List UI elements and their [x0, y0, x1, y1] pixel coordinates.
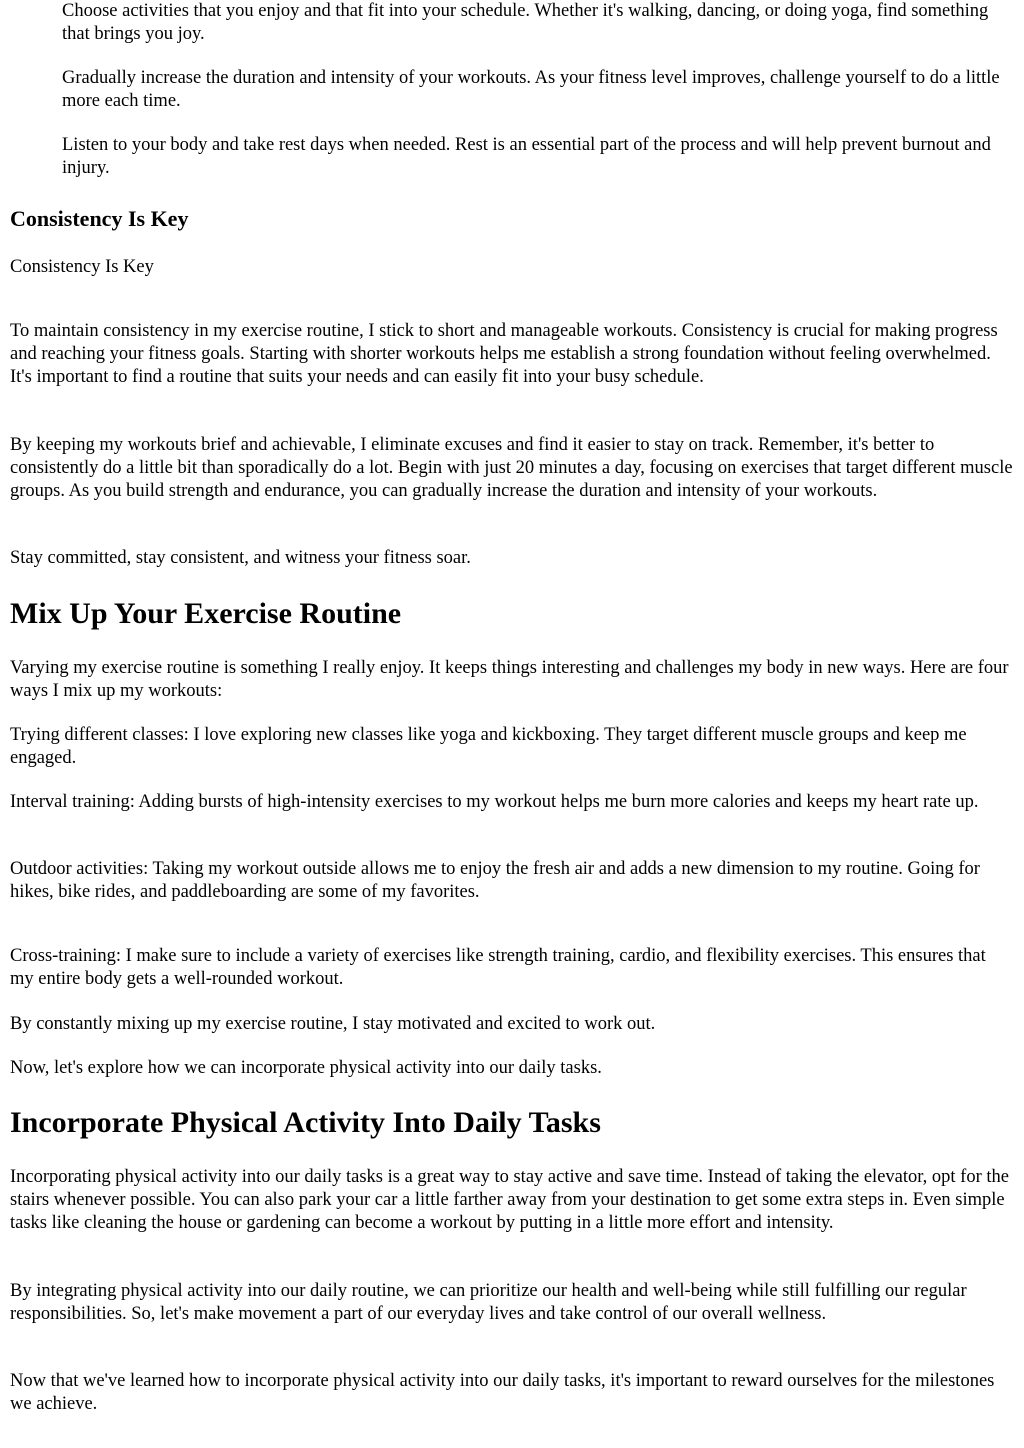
paragraph: Trying different classes: I love exploring new classes like yoga and kickboxing. They target different muscle groups and keep me engaged. — [10, 725, 967, 768]
paragraph: By keeping my workouts brief and achievable, I eliminate excuses and find it easier to stay on track. Remember, it's better to consistently do a little bit than sporadically do a lot. Begin with just 20 minutes a day, focusing on exercises that target different muscle groups. As you build strength and endurance, you can gradually increase the duration and intensity of your workouts. — [10, 435, 1013, 501]
paragraph: Outdoor activities: Taking my workout outside allows me to enjoy the fresh air and adds a new dimension to my routine. Going for hikes, bike rides, and paddleboarding are some of my favorites. — [10, 859, 980, 902]
paragraph: Stay committed, stay consistent, and witness your fitness soar. — [10, 548, 471, 568]
paragraph: Now that we've learned how to incorporate physical activity into our daily tasks, it's important to reward ourselves for the milestones we achieve. — [10, 1371, 995, 1414]
paragraph: By constantly mixing up my exercise routine, I stay motivated and excited to work out. — [10, 1014, 656, 1034]
paragraph: By integrating physical activity into our daily routine, we can prioritize our health and well-being while still fulfilling our regular responsibilities. So, let's make movement a part of our everyday lives and take control of our overall wellness. — [10, 1281, 967, 1324]
consistency-heading: Consistency Is Key — [10, 206, 189, 231]
list-item: Choose activities that you enjoy and that fit into your schedule. Whether it's walking, dancing, or doing yoga, find something that brings you joy. — [62, 1, 989, 44]
section-heading-daily-tasks: Incorporate Physical Activity Into Daily Tasks — [10, 1106, 601, 1139]
paragraph: Interval training: Adding bursts of high-intensity exercises to my workout helps me burn more calories and keeps my heart rate up. — [10, 792, 979, 812]
consistency-subtitle: Consistency Is Key — [10, 257, 154, 277]
paragraph: Varying my exercise routine is something I really enjoy. It keeps things interesting and challenges my body in new ways. Here are four ways I mix up my workouts: — [10, 658, 1009, 701]
list-item: Listen to your body and take rest days when needed. Rest is an essential part of the process and will help prevent burnout and injury. — [62, 135, 991, 178]
paragraph: Incorporating physical activity into our daily tasks is a great way to stay active and save time. Instead of taking the elevator, opt for the stairs whenever possible. You can also park your car a little farther away from your destination to get some extra steps in. Even simple tasks like cleaning the house or gardening can become a workout by putting in a little more effort and intensity. — [10, 1167, 1009, 1233]
section-heading-mix-up: Mix Up Your Exercise Routine — [10, 597, 402, 630]
list-item: Gradually increase the duration and intensity of your workouts. As your fitness level improves, challenge yourself to do a little more each time. — [62, 68, 1000, 111]
paragraph: Now, let's explore how we can incorporate physical activity into our daily tasks. — [10, 1058, 602, 1078]
paragraph: Cross-training: I make sure to include a variety of exercises like strength training, cardio, and flexibility exercises. This ensures that my entire body gets a well-rounded workout. — [10, 946, 986, 989]
intro-list — [62, 0, 1012, 201]
paragraph: To maintain consistency in my exercise routine, I stick to short and manageable workouts. Consistency is crucial for making progress and reaching your fitness goals. Starting with shorter workouts helps me establish a strong foundation without feeling overwhelmed. It's important to find a routine that suits your needs and can easily fit into your busy schedule. — [10, 321, 998, 387]
